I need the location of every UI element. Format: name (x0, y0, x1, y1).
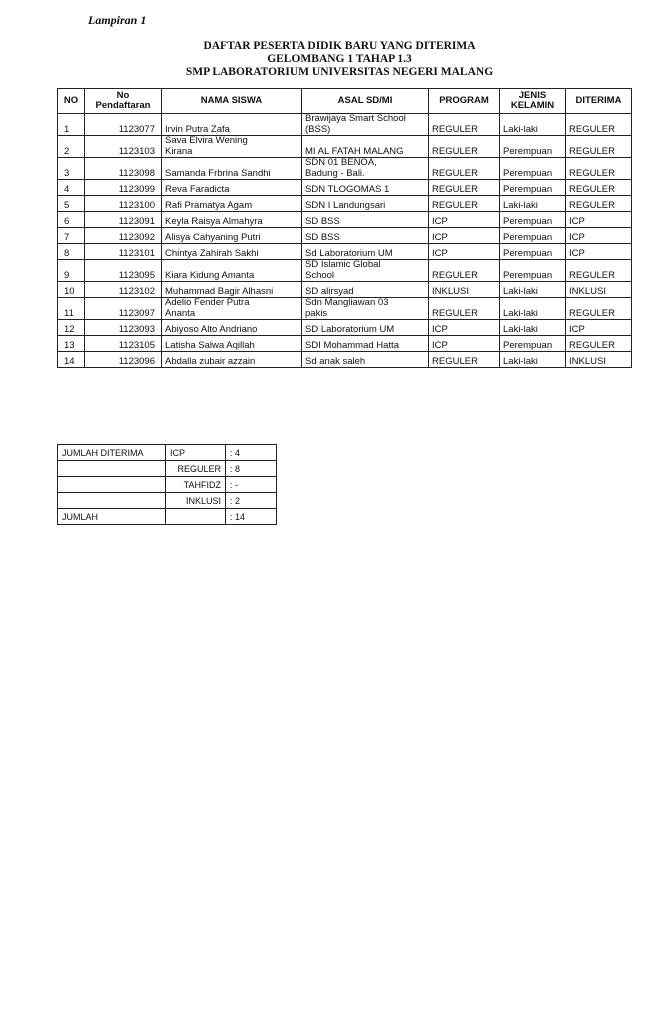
cell-jenis-kelamin: Perempuan (500, 180, 566, 196)
summary-tahfidz-value: : - (226, 477, 277, 493)
cell-asal: Sd Laboratorium UM (302, 244, 429, 260)
cell-asal (302, 114, 429, 136)
table-header-row (58, 89, 632, 114)
summary-jumlah-label: JUMLAH (58, 509, 166, 525)
cell-nama: Irvin Putra Zafa (162, 114, 302, 136)
header-asal-sd: ASAL SD/MI (302, 89, 429, 114)
cell-program: ICP (429, 244, 500, 260)
cell-no: 10 (58, 282, 85, 298)
cell-program: REGULER (429, 352, 500, 368)
cell-jenis-kelamin: Laki-laki (500, 114, 566, 136)
cell-diterima: ICP (566, 244, 632, 260)
cell-reg: 1123092 (85, 228, 162, 244)
title-line-3: SMP LABORATORIUM UNIVERSITAS NEGERI MALANG (185, 66, 494, 78)
cell-no: 5 (58, 196, 85, 212)
summary-empty-cell (58, 477, 166, 493)
cell-nama: Rafi Pramatya Agam (162, 196, 302, 212)
summary-reguler-value: : 8 (226, 461, 277, 477)
table-row (58, 114, 632, 136)
cell-reg: 1123102 (85, 282, 162, 298)
header-nama-siswa: NAMA SISWA (162, 89, 302, 114)
cell-jenis-kelamin: Laki-laki (500, 352, 566, 368)
cell-diterima: ICP (566, 212, 632, 228)
cell-reg: 1123077 (85, 114, 162, 136)
summary-jumlah-value: : 14 (226, 509, 277, 525)
header-no-pendaftaran-line2: Pendaftaran (95, 100, 151, 111)
cell-asal-line2: (BSS) (305, 123, 331, 135)
cell-nama: Chintya Zahirah Sakhi (162, 244, 302, 260)
cell-asal: MI AL FATAH MALANG (302, 136, 429, 158)
cell-diterima: REGULER (566, 260, 632, 282)
cell-no: 2 (58, 136, 85, 158)
cell-program: REGULER (429, 158, 500, 180)
header-no-pendaftaran-line1: No (116, 89, 130, 101)
cell-program: REGULER (429, 298, 500, 320)
title-line-1: DAFTAR PESERTA DIDIK BARU YANG DITERIMA (203, 40, 476, 52)
cell-asal: SDN I Landungsari (302, 196, 429, 212)
cell-nama: Keyla Raisya Almahyra (162, 212, 302, 228)
cell-nama: Abdalla zubair azzain (162, 352, 302, 368)
summary-empty-cell (166, 509, 226, 525)
table-row (58, 352, 632, 368)
cell-nama: Latisha Salwa Aqillah (162, 336, 302, 352)
table-row (58, 136, 632, 158)
header-program: PROGRAM (429, 89, 500, 114)
document-title-block (0, 40, 661, 79)
cell-asal (302, 298, 429, 320)
cell-no: 8 (58, 244, 85, 260)
summary-row-jumlah (58, 509, 277, 525)
cell-nama (162, 298, 302, 320)
summary-tahfidz-label: TAHFIDZ (166, 477, 226, 493)
summary-jumlah-diterima: JUMLAH DITERIMA (58, 445, 166, 461)
cell-nama-line2: Kirana (165, 145, 193, 157)
summary-inklusi-label: INKLUSI (166, 493, 226, 509)
cell-program: REGULER (429, 260, 500, 282)
cell-no: 13 (58, 336, 85, 352)
cell-jenis-kelamin: Perempuan (500, 244, 566, 260)
cell-no: 7 (58, 228, 85, 244)
cell-nama-line1: Sava Elvira Wening (165, 135, 248, 146)
cell-reg: 1123091 (85, 212, 162, 228)
cell-jenis-kelamin: Laki-laki (500, 320, 566, 336)
summary-row-icp (58, 445, 277, 461)
table-row (58, 158, 632, 180)
header-jenis-kelamin (500, 89, 566, 114)
summary-icp-label: ICP (166, 445, 226, 461)
cell-no: 1 (58, 114, 85, 136)
table-row (58, 298, 632, 320)
cell-asal: SD Laboratorium UM (302, 320, 429, 336)
cell-asal-line1: Sdn Mangliawan 03 (305, 297, 389, 308)
cell-asal-line1: Brawijaya Smart School (305, 113, 406, 124)
cell-nama: Kiara Kidung Amanta (162, 260, 302, 282)
cell-nama-line1: Adelio Fender Putra (165, 297, 250, 308)
cell-reg: 1123095 (85, 260, 162, 282)
cell-program: ICP (429, 320, 500, 336)
lampiran-label: Lampiran 1 (88, 13, 147, 27)
summary-row-reguler (58, 461, 277, 477)
cell-diterima: REGULER (566, 336, 632, 352)
cell-asal: Sd anak saleh (302, 352, 429, 368)
cell-asal: SD BSS (302, 212, 429, 228)
cell-jenis-kelamin: Laki-laki (500, 196, 566, 212)
cell-diterima: INKLUSI (566, 282, 632, 298)
table-row (58, 336, 632, 352)
summary-row-tahfidz (58, 477, 277, 493)
cell-program: ICP (429, 212, 500, 228)
table-row (58, 320, 632, 336)
cell-no: 9 (58, 260, 85, 282)
cell-jenis-kelamin: Perempuan (500, 136, 566, 158)
cell-asal-line2: School (305, 269, 335, 281)
cell-program: ICP (429, 228, 500, 244)
table-row (58, 282, 632, 298)
participants-table (57, 88, 632, 368)
cell-reg: 1123101 (85, 244, 162, 260)
summary-inklusi-value: : 2 (226, 493, 277, 509)
cell-asal-line1: SD Islamic Global (305, 259, 381, 270)
summary-icp-value: : 4 (226, 445, 277, 461)
cell-no: 11 (58, 298, 85, 320)
cell-nama: Samanda Frbrina Sandhi (162, 158, 302, 180)
cell-reg: 1123099 (85, 180, 162, 196)
cell-asal: SDI Mohammad Hatta (302, 336, 429, 352)
cell-no: 6 (58, 212, 85, 228)
table-row (58, 260, 632, 282)
cell-asal-line2: pakis (305, 307, 328, 319)
cell-asal: SD BSS (302, 228, 429, 244)
header-diterima: DITERIMA (566, 89, 632, 114)
summary-row-inklusi (58, 493, 277, 509)
cell-reg: 1123097 (85, 298, 162, 320)
cell-diterima: REGULER (566, 158, 632, 180)
cell-asal-line1: SDN 01 BENOA, (305, 157, 377, 168)
cell-jenis-kelamin: Perempuan (500, 158, 566, 180)
header-jenis-line1: JENIS (518, 89, 547, 101)
cell-program: INKLUSI (429, 282, 500, 298)
cell-jenis-kelamin: Perempuan (500, 212, 566, 228)
cell-nama: Muhammad Bagir Alhasni (162, 282, 302, 298)
cell-reg: 1123103 (85, 136, 162, 158)
summary-empty-cell (58, 493, 166, 509)
table-row (58, 196, 632, 212)
cell-nama: Reva Faradicta (162, 180, 302, 196)
cell-diterima: REGULER (566, 196, 632, 212)
cell-no: 14 (58, 352, 85, 368)
cell-nama (162, 136, 302, 158)
cell-no: 4 (58, 180, 85, 196)
cell-reg: 1123105 (85, 336, 162, 352)
title-line-2: GELOMBANG 1 TAHAP 1.3 (267, 53, 412, 65)
cell-diterima: ICP (566, 228, 632, 244)
cell-diterima: ICP (566, 320, 632, 336)
cell-diterima: INKLUSI (566, 352, 632, 368)
table-row (58, 228, 632, 244)
cell-asal-line2: Badung - Bali. (305, 167, 365, 179)
cell-nama: Alisya Cahyaning Putri (162, 228, 302, 244)
cell-jenis-kelamin: Laki-laki (500, 298, 566, 320)
cell-jenis-kelamin: Laki-laki (500, 282, 566, 298)
table-row (58, 180, 632, 196)
cell-nama-line2: Ananta (165, 307, 196, 319)
cell-asal (302, 260, 429, 282)
header-jenis-line2: KELAMIN (510, 100, 555, 111)
cell-reg: 1123096 (85, 352, 162, 368)
cell-reg: 1123093 (85, 320, 162, 336)
cell-program: REGULER (429, 114, 500, 136)
cell-diterima: REGULER (566, 114, 632, 136)
cell-program: REGULER (429, 136, 500, 158)
cell-diterima: REGULER (566, 298, 632, 320)
cell-reg: 1123098 (85, 158, 162, 180)
cell-jenis-kelamin: Perempuan (500, 228, 566, 244)
cell-program: ICP (429, 336, 500, 352)
cell-program: REGULER (429, 196, 500, 212)
cell-nama: Abiyoso Alto Andriano (162, 320, 302, 336)
cell-asal (302, 158, 429, 180)
summary-table (57, 444, 277, 525)
cell-no: 3 (58, 158, 85, 180)
header-no-pendaftaran (85, 89, 162, 114)
header-no: NO (58, 89, 85, 114)
cell-program: REGULER (429, 180, 500, 196)
table-row (58, 212, 632, 228)
summary-empty-cell (58, 461, 166, 477)
summary-reguler-label: REGULER (166, 461, 226, 477)
cell-no: 12 (58, 320, 85, 336)
cell-diterima: REGULER (566, 180, 632, 196)
cell-asal: SDN TLOGOMAS 1 (302, 180, 429, 196)
cell-diterima: REGULER (566, 136, 632, 158)
table-row (58, 244, 632, 260)
cell-jenis-kelamin: Perempuan (500, 336, 566, 352)
cell-reg: 1123100 (85, 196, 162, 212)
cell-jenis-kelamin: Perempuan (500, 260, 566, 282)
cell-asal: SD alirsyad (302, 282, 429, 298)
